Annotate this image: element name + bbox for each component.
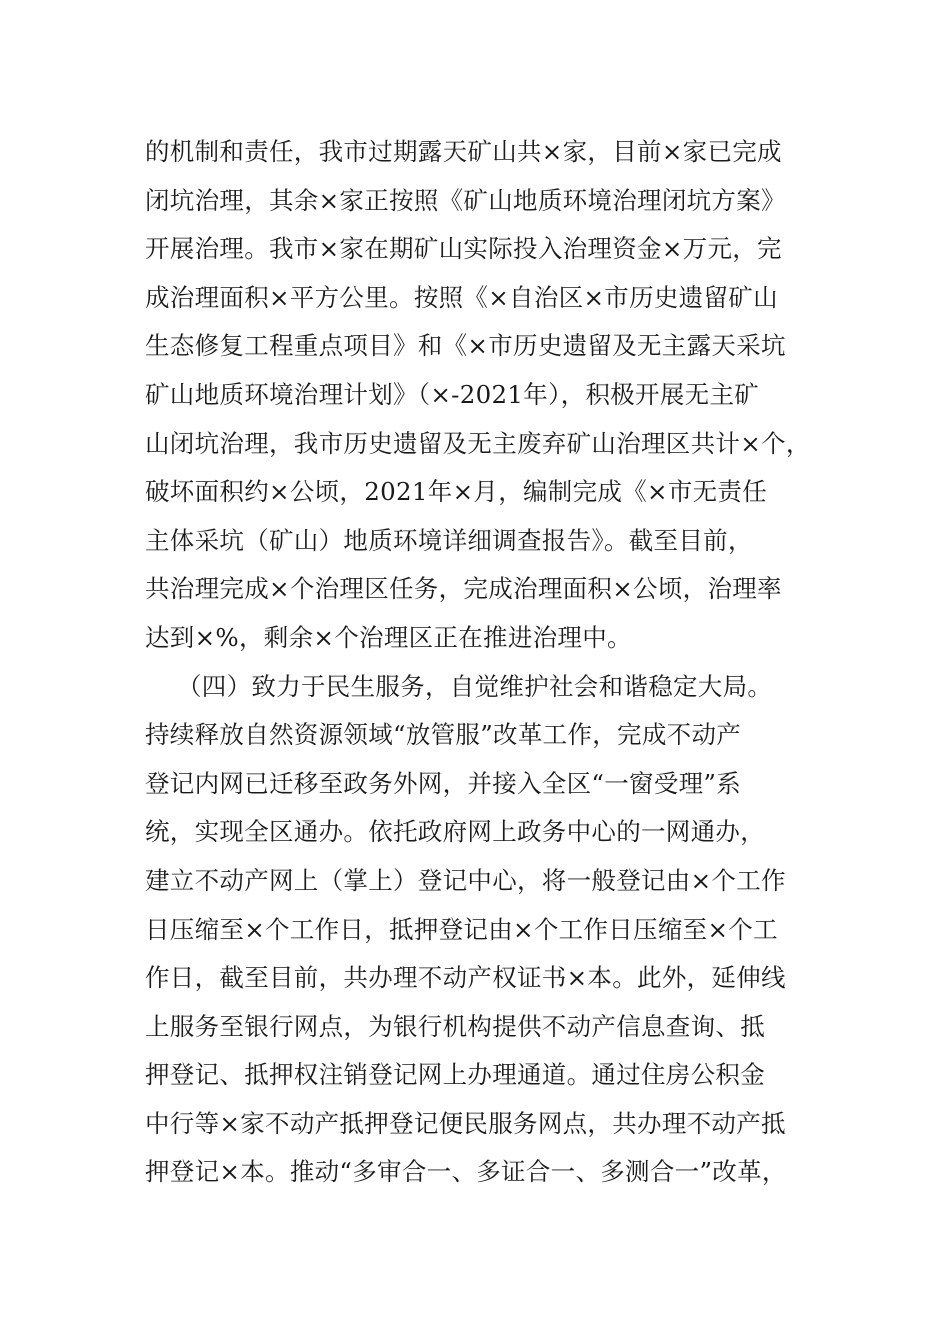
text-line: 矿山地质环境治理计划》（×-2021年），积极开展无主矿 [145, 379, 760, 409]
text-line: 的机制和责任，我市过期露天矿山共×家，目前×家已完成 [145, 137, 782, 166]
text-line: 开展治理。我市×家在期矿山实际投入治理资金×万元，完 [145, 234, 782, 264]
text-line: 建立不动产网上（掌上）登记中心，将一般登记由×个工作 [145, 865, 786, 895]
text-line: 作日，截至目前，共办理不动产权证书×本。此外，延伸线 [145, 963, 786, 993]
text-line: 共治理完成×个治理区任务，完成治理面积×公顷，治理率 [145, 574, 782, 604]
text-line: 日压缩至×个工作日，抵押登记由×个工作日压缩至×个工 [145, 914, 778, 944]
text-line: 破坏面积约×公顷，2021年×月，编制完成《×市无责任 [145, 477, 768, 507]
text-line: 登记内网已迁移至政务外网，并接入全区“一窗受理”系 [145, 768, 742, 798]
text-line: 押登记×本。推动“多审合一、多证合一、多测合一”改革， [145, 1157, 787, 1187]
text-line: 上服务至银行网点，为银行机构提供不动产信息查询、抵 [145, 1011, 765, 1041]
text-line: 闭坑治理，其余×家正按照《矿山地质环境治理闭坑方案》 [145, 185, 786, 215]
text-line: 中行等×家不动产抵押登记便民服务网点，共办理不动产抵 [145, 1108, 786, 1138]
body-text [145, 128, 825, 1197]
text-line: 成治理面积×平方公里。按照《×自治区×市历史遗留矿山 [145, 282, 778, 312]
text-line: 统，实现全区通办。依托政府网上政务中心的一网通办， [145, 817, 765, 847]
text-line: 押登记、抵押权注销登记网上办理通道。通过住房公积金 [145, 1060, 765, 1090]
text-line: 生态修复工程重点项目》和《×市历史遗留及无主露天采坑 [145, 331, 786, 361]
text-line: 持续释放自然资源领域“放管服”改革工作，完成不动产 [145, 720, 742, 750]
section-heading: （四）致力于民生服务，自觉维护社会和谐稳定大局。 [177, 671, 773, 701]
text-line: 山闭坑治理，我市历史遗留及无主废弃矿山治理区共计×个， [145, 428, 811, 458]
text-line: 主体采坑（矿山）地质环境详细调查报告》。截至目前， [145, 525, 753, 555]
text-line: 达到×%，剩余×个治理区正在推进治理中。 [145, 622, 632, 652]
